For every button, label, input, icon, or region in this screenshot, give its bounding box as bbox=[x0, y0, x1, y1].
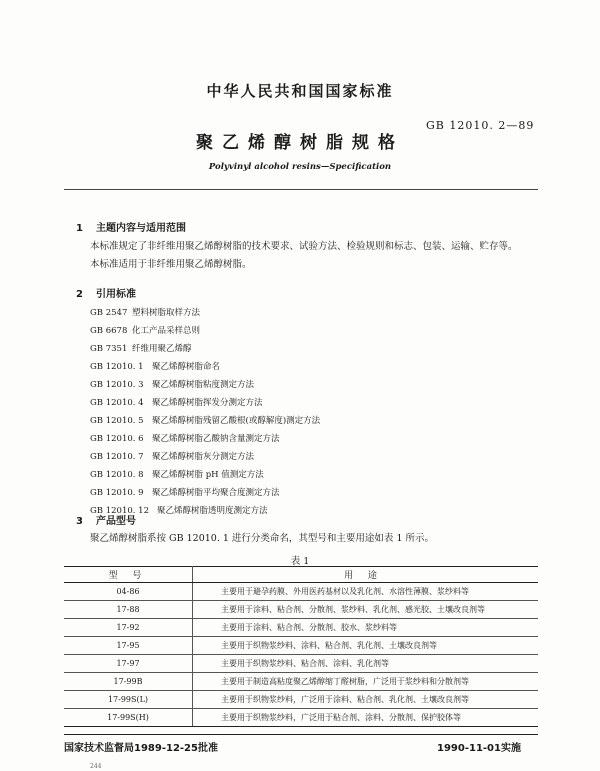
section-1-heading bbox=[76, 219, 186, 234]
reference-code: GB 12010. 5 bbox=[90, 416, 144, 426]
table-row bbox=[64, 709, 538, 727]
use-cell: 主要用于织物浆纱料，广泛用于粘合剂、涂料、分散剂、保护胶体等 bbox=[193, 709, 539, 727]
reference-title: 化工产品采样总则 bbox=[132, 326, 201, 336]
english-title: Polyvinyl alcohol resins—Specification bbox=[208, 162, 392, 172]
section-title: 引用标准 bbox=[96, 289, 136, 300]
reference-code: GB 12010. 7 bbox=[90, 452, 144, 462]
reference-code: GB 2547 bbox=[90, 308, 128, 318]
use-cell: 主要用于织物浆纱料、粘合剂、涂料、乳化剂等 bbox=[193, 655, 539, 673]
model-cell: 17-95 bbox=[64, 637, 193, 655]
model-cell: 04-86 bbox=[64, 583, 193, 601]
column-header-model: 型 号 bbox=[64, 567, 193, 583]
use-cell: 主要用于织物浆纱料、涂料、粘合剂、乳化剂、土壤改良剂等 bbox=[193, 637, 539, 655]
section-title: 主题内容与适用范围 bbox=[96, 223, 186, 234]
section-1-paragraph: 本标准适用于非纤维用聚乙烯醇树脂。 bbox=[90, 259, 252, 270]
national-standard-heading: 中华人民共和国国家标准 bbox=[206, 82, 394, 100]
reference-item bbox=[90, 486, 280, 498]
reference-item bbox=[90, 378, 254, 390]
use-cell: 主要用于避孕药膜、外用医药基材以及乳化剂、水溶性薄膜、浆纱料等 bbox=[193, 583, 539, 601]
reference-item bbox=[90, 432, 280, 444]
use-cell: 主要用于织物浆纱料，广泛用于涂料、粘合剂、乳化剂、土壤改良剂等 bbox=[193, 691, 539, 709]
section-number: 1 bbox=[76, 223, 83, 234]
section-number: 2 bbox=[76, 289, 83, 300]
model-cell: 17-99S(H) bbox=[64, 709, 193, 727]
reference-title: 塑料树脂取样方法 bbox=[132, 308, 201, 318]
section-2-heading bbox=[76, 285, 136, 300]
model-usage-table bbox=[64, 566, 538, 727]
reference-code: GB 12010. 9 bbox=[90, 488, 144, 498]
reference-code: GB 12010. 12 bbox=[90, 506, 149, 516]
table-row bbox=[64, 619, 538, 637]
section-number: 3 bbox=[76, 516, 83, 527]
table-row bbox=[64, 691, 538, 709]
table-row bbox=[64, 637, 538, 655]
section-3-paragraph: 聚乙烯醇树脂系按 GB 12010. 1 进行分类命名，其型号和主要用途如表 1 所示。 bbox=[90, 533, 435, 544]
reference-title: 聚乙烯醇树脂粘度测定方法 bbox=[152, 380, 255, 390]
use-cell: 主要用于制造高粘度聚乙烯醇缩丁醛树脂，广泛用于浆纱料和分散剂等 bbox=[193, 673, 539, 691]
reference-item bbox=[90, 342, 192, 354]
reference-code: GB 7351 bbox=[90, 344, 128, 354]
use-cell: 主要用于涂料、粘合剂、分散剂、浆纱料、乳化剂、感光胶、土壤改良剂等 bbox=[193, 601, 539, 619]
reference-item bbox=[90, 450, 254, 462]
reference-item bbox=[90, 306, 200, 318]
implementation-date: 1990-11-01实施 bbox=[437, 743, 521, 754]
reference-code: GB 12010. 3 bbox=[90, 380, 144, 390]
section-3-heading bbox=[76, 512, 136, 527]
model-cell: 17-97 bbox=[64, 655, 193, 673]
reference-title: 聚乙烯醇树脂乙酸钠含量测定方法 bbox=[152, 434, 280, 444]
reference-title: 纤维用聚乙烯醇 bbox=[132, 344, 192, 354]
reference-item bbox=[90, 414, 320, 426]
standard-code: GB 12010. 2—89 bbox=[426, 119, 535, 132]
section-title: 产品型号 bbox=[96, 516, 136, 527]
reference-code: GB 12010. 1 bbox=[90, 362, 144, 372]
reference-title: 聚乙烯醇树脂透明度测定方法 bbox=[157, 506, 268, 516]
header-divider bbox=[64, 189, 538, 190]
page-number: 244 bbox=[90, 763, 102, 770]
reference-code: GB 6678 bbox=[90, 326, 128, 336]
table-row bbox=[64, 583, 538, 601]
reference-title: 聚乙烯醇树脂平均聚合度测定方法 bbox=[152, 488, 280, 498]
reference-title: 聚乙烯醇树脂挥发分测定方法 bbox=[152, 398, 263, 408]
approval-date: 国家技术监督局1989-12-25批准 bbox=[64, 743, 218, 754]
reference-title: 聚乙烯醇树脂灰分测定方法 bbox=[152, 452, 255, 462]
table-row bbox=[64, 673, 538, 691]
document-title: 聚乙烯醇树脂规格 bbox=[196, 133, 404, 153]
model-cell: 17-99B bbox=[64, 673, 193, 691]
reference-code: GB 12010. 6 bbox=[90, 434, 144, 444]
table-row bbox=[64, 601, 538, 619]
footer-divider bbox=[64, 734, 538, 735]
reference-code: GB 12010. 8 bbox=[90, 470, 144, 480]
model-cell: 17-88 bbox=[64, 601, 193, 619]
use-cell: 主要用于涂料、粘合剂、分散剂、胶水、浆纱料等 bbox=[193, 619, 539, 637]
reference-item bbox=[90, 360, 220, 372]
table-header-row bbox=[64, 567, 538, 583]
reference-title: 聚乙烯醇树脂残留乙酸根(或醇解度)测定方法 bbox=[152, 416, 321, 426]
reference-code: GB 12010. 4 bbox=[90, 398, 144, 408]
reference-title: 聚乙烯醇树脂 pH 值测定方法 bbox=[152, 470, 264, 480]
table-row bbox=[64, 655, 538, 673]
reference-item bbox=[90, 468, 264, 480]
column-header-use: 用 途 bbox=[193, 567, 539, 583]
section-1-paragraph: 本标准规定了非纤维用聚乙烯醇树脂的技术要求、试验方法、检验规则和标志、包装、运输、贮存等。 bbox=[90, 241, 518, 252]
table-caption: 表 1 bbox=[290, 556, 310, 567]
reference-title: 聚乙烯醇树脂命名 bbox=[152, 362, 221, 372]
model-cell: 17-92 bbox=[64, 619, 193, 637]
model-cell: 17-99S(L) bbox=[64, 691, 193, 709]
reference-item bbox=[90, 396, 263, 408]
reference-item bbox=[90, 324, 200, 336]
